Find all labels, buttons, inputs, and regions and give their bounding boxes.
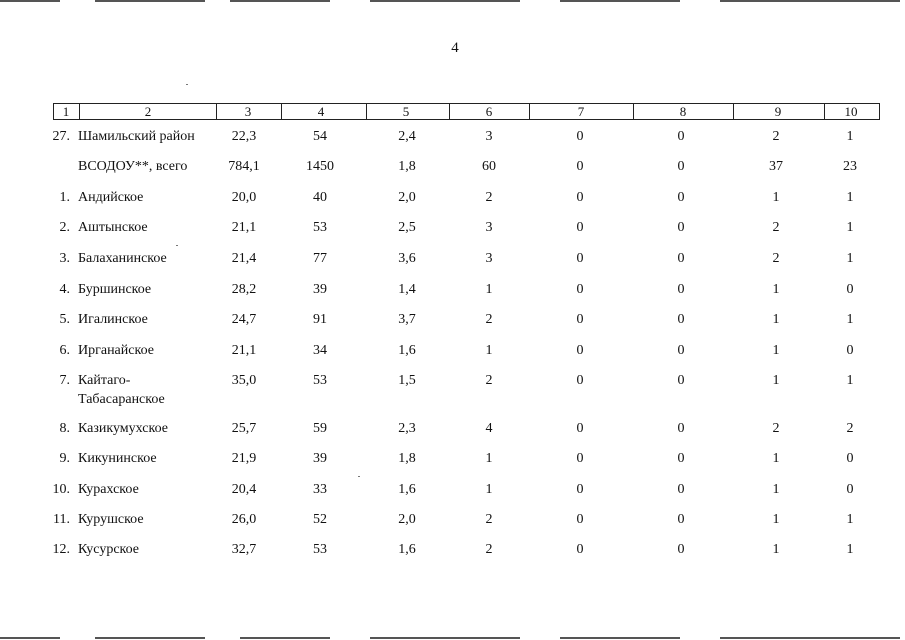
cell-col-9: 2 [772, 251, 780, 266]
cell-col-10: 1 [846, 373, 854, 388]
cell-col-3: 20,0 [231, 190, 257, 205]
cell-col-9: 1 [772, 512, 780, 527]
cell-col-6: 3 [485, 220, 493, 235]
header-cell: 5 [402, 104, 410, 119]
header-divider [366, 104, 367, 119]
cell-col-10: 1 [846, 190, 854, 205]
scan-edge-mark [370, 0, 520, 2]
cell-col-7: 0 [576, 282, 584, 297]
cell-col-4: 91 [313, 312, 327, 327]
cell-col-4: 53 [313, 542, 327, 557]
cell-col-5: 3,7 [398, 312, 416, 327]
cell-col-8: 0 [677, 159, 685, 174]
row-name: Балаханинское [78, 251, 167, 266]
cell-col-8: 0 [677, 129, 685, 144]
cell-col-6: 2 [485, 542, 493, 557]
cell-col-8: 0 [677, 512, 685, 527]
cell-col-7: 0 [576, 190, 584, 205]
cell-col-4: 53 [313, 373, 327, 388]
header-divider [824, 104, 825, 119]
cell-col-7: 0 [576, 312, 584, 327]
cell-col-6: 2 [485, 190, 493, 205]
cell-col-8: 0 [677, 373, 685, 388]
header-divider [733, 104, 734, 119]
row-name: Казикумухское [78, 421, 168, 436]
cell-col-3: 21,4 [231, 251, 257, 266]
cell-col-10: 1 [846, 312, 854, 327]
row-name: Буршинское [78, 282, 152, 297]
cell-col-9: 1 [772, 373, 780, 388]
cell-col-8: 0 [677, 451, 685, 466]
row-name: ВСОДОУ**, всего [78, 159, 188, 174]
row-number: 2. [59, 220, 70, 235]
cell-col-5: 3,6 [398, 251, 416, 266]
cell-col-3: 24,7 [231, 312, 257, 327]
cell-col-9: 2 [772, 220, 780, 235]
cell-col-3: 21,1 [231, 220, 257, 235]
cell-col-7: 0 [576, 343, 584, 358]
cell-col-4: 39 [313, 282, 327, 297]
scan-edge-mark [720, 637, 900, 639]
cell-col-4: 1450 [306, 159, 334, 174]
row-number: 1. [59, 190, 70, 205]
scan-edge-mark [560, 637, 680, 639]
cell-col-6: 2 [485, 312, 493, 327]
cell-col-10: 1 [846, 220, 854, 235]
cell-col-5: 1,6 [398, 482, 416, 497]
header-divider [529, 104, 530, 119]
cell-col-9: 1 [772, 542, 780, 557]
cell-col-5: 1,5 [398, 373, 416, 388]
cell-col-5: 2,3 [398, 421, 416, 436]
scan-edge-mark [230, 0, 330, 2]
cell-col-10: 0 [846, 282, 854, 297]
cell-col-6: 4 [485, 421, 493, 436]
cell-col-7: 0 [576, 451, 584, 466]
cell-col-9: 1 [772, 312, 780, 327]
scan-edge-mark [95, 0, 205, 2]
row-number: 12. [52, 542, 70, 557]
table-header [53, 103, 880, 120]
cell-col-3: 21,1 [231, 343, 257, 358]
cell-col-6: 2 [485, 512, 493, 527]
scan-edge-mark [95, 637, 205, 639]
header-divider [281, 104, 282, 119]
cell-col-4: 59 [313, 421, 327, 436]
header-cell: 1 [62, 104, 70, 119]
row-number: 4. [59, 282, 70, 297]
cell-col-4: 33 [313, 482, 327, 497]
cell-col-5: 1,8 [398, 159, 416, 174]
cell-col-5: 1,6 [398, 542, 416, 557]
cell-col-3: 28,2 [231, 282, 257, 297]
cell-col-10: 23 [843, 159, 857, 174]
scan-speck [176, 245, 178, 246]
header-cell: 2 [144, 104, 152, 119]
cell-col-9: 1 [772, 343, 780, 358]
row-name: Кайтаго- [78, 373, 131, 388]
cell-col-8: 0 [677, 312, 685, 327]
cell-col-5: 2,5 [398, 220, 416, 235]
cell-col-7: 0 [576, 251, 584, 266]
cell-col-5: 2,0 [398, 512, 416, 527]
cell-col-6: 2 [485, 373, 493, 388]
header-divider [216, 104, 217, 119]
cell-col-8: 0 [677, 220, 685, 235]
cell-col-10: 1 [846, 129, 854, 144]
scan-edge-mark [0, 0, 60, 2]
header-divider [633, 104, 634, 119]
cell-col-6: 1 [485, 451, 493, 466]
cell-col-9: 1 [772, 482, 780, 497]
row-number: 8. [59, 421, 70, 436]
cell-col-10: 1 [846, 542, 854, 557]
cell-col-7: 0 [576, 373, 584, 388]
cell-col-4: 40 [313, 190, 327, 205]
row-number: 27. [52, 129, 70, 144]
cell-col-7: 0 [576, 482, 584, 497]
cell-col-7: 0 [576, 159, 584, 174]
cell-col-3: 20,4 [231, 482, 257, 497]
row-name: Курушское [78, 512, 144, 527]
cell-col-10: 1 [846, 251, 854, 266]
row-name: Аштынское [78, 220, 148, 235]
cell-col-6: 1 [485, 482, 493, 497]
cell-col-3: 784,1 [228, 159, 260, 174]
scan-edge-mark [370, 637, 520, 639]
cell-col-6: 60 [482, 159, 496, 174]
cell-col-4: 77 [313, 251, 327, 266]
cell-col-3: 21,9 [231, 451, 257, 466]
scan-speck [186, 84, 188, 85]
cell-col-7: 0 [576, 512, 584, 527]
cell-col-3: 32,7 [231, 542, 257, 557]
cell-col-4: 34 [313, 343, 327, 358]
header-divider [79, 104, 80, 119]
cell-col-10: 0 [846, 482, 854, 497]
cell-col-8: 0 [677, 482, 685, 497]
cell-col-7: 0 [576, 542, 584, 557]
row-name-continuation: Табасаранское [78, 392, 165, 407]
header-divider [449, 104, 450, 119]
header-cell: 10 [844, 104, 858, 119]
row-name: Шамильский район [78, 129, 195, 144]
cell-col-8: 0 [677, 542, 685, 557]
page-number: 4 [451, 40, 459, 56]
row-name: Андийское [78, 190, 144, 205]
cell-col-6: 3 [485, 129, 493, 144]
scan-edge-mark [240, 637, 330, 639]
row-name: Игалинское [78, 312, 148, 327]
row-number: 5. [59, 312, 70, 327]
cell-col-9: 1 [772, 451, 780, 466]
cell-col-6: 1 [485, 282, 493, 297]
scan-edge-mark [0, 637, 60, 639]
cell-col-8: 0 [677, 282, 685, 297]
cell-col-9: 1 [772, 190, 780, 205]
cell-col-9: 1 [772, 282, 780, 297]
header-cell: 4 [317, 104, 325, 119]
row-number: 3. [59, 251, 70, 266]
row-number: 9. [59, 451, 70, 466]
cell-col-7: 0 [576, 129, 584, 144]
cell-col-8: 0 [677, 421, 685, 436]
cell-col-10: 1 [846, 512, 854, 527]
row-name: Кусурское [78, 542, 140, 557]
cell-col-3: 25,7 [231, 421, 257, 436]
header-cell: 6 [485, 104, 493, 119]
scan-edge-mark [720, 0, 900, 2]
cell-col-3: 22,3 [231, 129, 257, 144]
cell-col-10: 2 [846, 421, 854, 436]
header-cell: 3 [244, 104, 252, 119]
cell-col-5: 1,4 [398, 282, 416, 297]
row-name: Курахское [78, 482, 139, 497]
cell-col-5: 1,8 [398, 451, 416, 466]
row-number: 6. [59, 343, 70, 358]
scan-edge-mark [560, 0, 680, 2]
header-cell: 8 [679, 104, 687, 119]
cell-col-5: 1,6 [398, 343, 416, 358]
cell-col-3: 26,0 [231, 512, 257, 527]
cell-col-7: 0 [576, 220, 584, 235]
cell-col-4: 52 [313, 512, 327, 527]
row-number: 10. [52, 482, 70, 497]
cell-col-4: 54 [313, 129, 327, 144]
cell-col-3: 35,0 [231, 373, 257, 388]
cell-col-10: 0 [846, 343, 854, 358]
row-number: 11. [53, 512, 70, 527]
cell-col-4: 39 [313, 451, 327, 466]
row-name: Кикунинское [78, 451, 157, 466]
cell-col-10: 0 [846, 451, 854, 466]
cell-col-9: 2 [772, 421, 780, 436]
header-cell: 7 [577, 104, 585, 119]
row-name: Ирганайское [78, 343, 154, 358]
row-number: 7. [59, 373, 70, 388]
cell-col-5: 2,0 [398, 190, 416, 205]
cell-col-5: 2,4 [398, 129, 416, 144]
cell-col-8: 0 [677, 251, 685, 266]
cell-col-8: 0 [677, 190, 685, 205]
cell-col-4: 53 [313, 220, 327, 235]
header-cell: 9 [774, 104, 782, 119]
cell-col-6: 3 [485, 251, 493, 266]
scan-speck [358, 476, 360, 477]
cell-col-6: 1 [485, 343, 493, 358]
cell-col-7: 0 [576, 421, 584, 436]
cell-col-9: 2 [772, 129, 780, 144]
cell-col-8: 0 [677, 343, 685, 358]
cell-col-9: 37 [769, 159, 783, 174]
